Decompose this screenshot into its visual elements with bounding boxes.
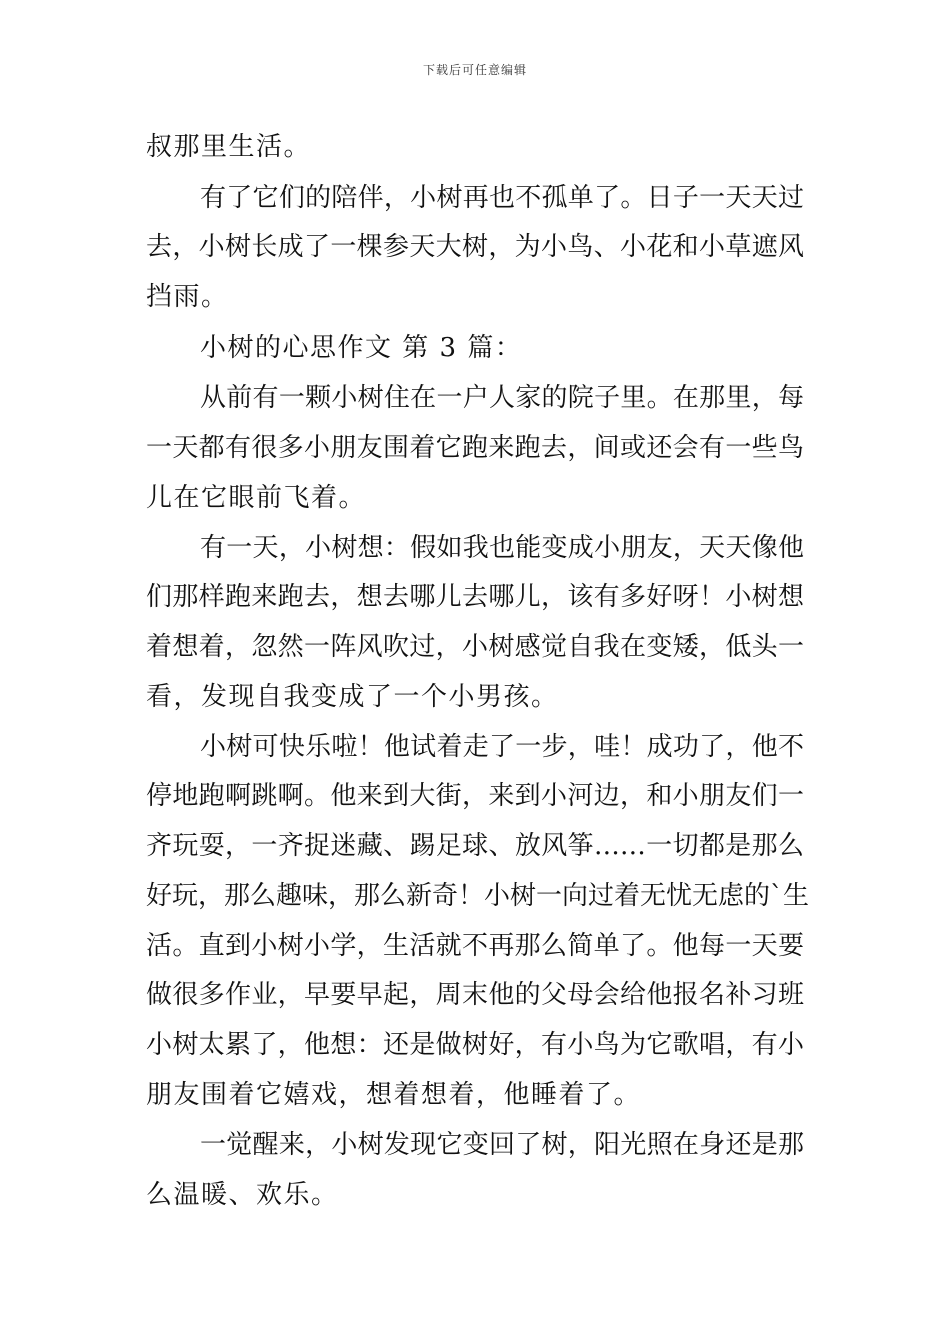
text-line: 活。直到小树小学，生活就不再那么简单了。他每一天要 <box>146 931 804 961</box>
text-line: 停地跑啊跳啊。他来到大街，来到小河边，和小朋友们一 <box>146 781 804 811</box>
text-line: 齐玩耍，一齐捉迷藏、踢足球、放风筝……一切都是那么 <box>146 831 804 861</box>
text-line: 做很多作业，早要早起，周末他的父母会给他报名补习班 <box>146 980 804 1010</box>
text-line: 叔那里生活。 <box>146 132 312 162</box>
text-line: 一天都有很多小朋友围着它跑来跑去，间或还会有一些鸟 <box>146 433 804 463</box>
text-line: 朋友围着它嬉戏，想着想着，他睡着了。 <box>146 1080 642 1110</box>
text-line: 一觉醒来，小树发现它变回了树，阳光照在身还是那 <box>200 1130 804 1160</box>
text-line: 从前有一颗小树住在一户人家的院子里。在那里，每 <box>200 383 804 413</box>
page-header: 下载后可任意编辑 <box>422 63 527 77</box>
text-line: 去，小树长成了一棵参天大树，为小鸟、小花和小草遮风 <box>146 232 804 262</box>
text-line: 儿在它眼前飞着。 <box>146 483 367 513</box>
text-line: 们那样跑来跑去，想去哪儿去哪儿，该有多好呀！小树想 <box>146 582 804 612</box>
text-line: 小树太累了，他想：还是做树好，有小鸟为它歌唱，有小 <box>146 1030 804 1060</box>
text-line: 好玩，那么趣味，那么新奇！小树一向过着无忧无虑的`生 <box>146 881 810 911</box>
text-line: 有了它们的陪伴，小树再也不孤单了。日子一天天过 <box>200 183 804 213</box>
text-line: 小树可快乐啦！他试着走了一步，哇！成功了，他不 <box>200 732 804 762</box>
text-line: 挡雨。 <box>146 282 229 312</box>
text-line: 么温暖、欢乐。 <box>146 1180 339 1210</box>
text-line: 看，发现自我变成了一个小男孩。 <box>146 682 559 712</box>
section-heading: 小树的心思作文 第 3 篇： <box>200 333 523 363</box>
text-line: 有一天，小树想：假如我也能变成小朋友，天天像他 <box>200 533 804 563</box>
text-line: 着想着，忽然一阵风吹过，小树感觉自我在变矮，低头一 <box>146 632 804 662</box>
